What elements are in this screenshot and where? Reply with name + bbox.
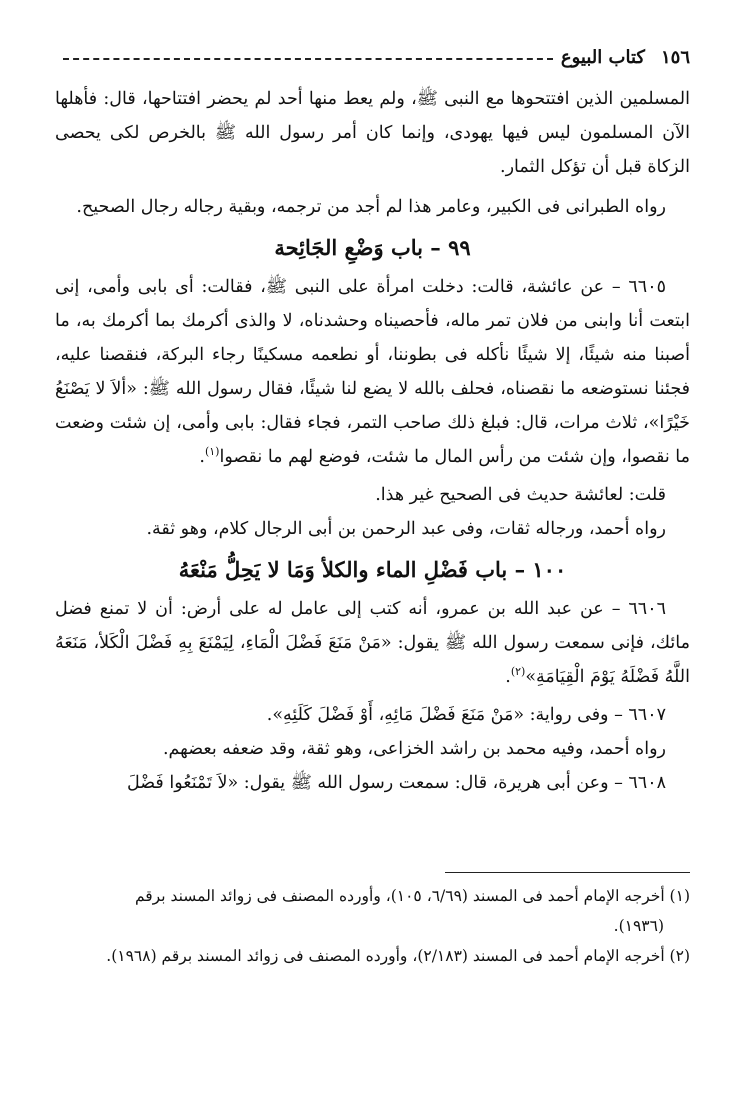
paragraph-continuation: المسلمين الذين افتتحوها مع النبى ﷺ، ولم يعط منها أحد لم يحضر افتتاحها، قال: فأهلها الآن المسلمون ليس فيها يهودى، وإنما كان أمر رسول الله ﷺ بالخرص لكى يحصى الزكاة قبل أن تؤكل الثمار.: [55, 89, 690, 177]
hadith-6606: ٦٦٠٦ – عن عبد الله بن عمرو، أنه كتب إلى عامل له على أرض: أن لا تمنع فضل مائك، فإنى سمعت رسول الله ﷺ يقول: «مَنْ مَنَعَ فَضْلَ الْمَاءِ، لِيَمْنَعَ بِهِ فَضْلَ الْكَلأ، مَنَعَهُ اللَّهُ فَضْلَهُ يَوْمَ الْقِيَامَةِ»$^{(٢)}$.: [55, 599, 690, 687]
hadith-6608: ٦٦٠٨ – وعن أبى هريرة، قال: سمعت رسول الله ﷺ يقول: «لاَ تَمْنَعُوا فَضْلَ: [127, 773, 666, 793]
hadith-6605-text: ٦٦٠٥ – عن عائشة، قالت: دخلت امرأة على النبى ﷺ، فقالت: أى بابى وأمى، إنى ابتعت أنا وابنى من فلان تمر ماله، فأحصيناه وحشدناه، لا والذى أكرمك بما أكرمك به، ما أصبنا منه شيئًا، إلا شيئًا نأكله فى بطوننا، أو نطعمه مسكينًا رجاء البركة، فنقصنا عليه، فجئنا نستوضعه ما نقصناه، فحلف بالله لا يضع لنا شيئًا، فقال رسول الله ﷺ: «ألاَ لا يَصْنَعُ خَيْرًا»، ثلاث مرات، قال: فبلغ ذلك صاحب التمر، فجاء فقال: بابى وأمى، إن شئت وضعت ما نقصوا، وإن شئت من رأس المال ما شئت، فوضع لهم ما نقصوا: [55, 277, 690, 467]
footnote-ref-1[interactable]: (١): [204, 445, 220, 459]
hadith-6607: ٦٦٠٧ – وفى رواية: «مَنْ مَنَعَ فَضْلَ مَائِهِ، أَوْ فَضْلَ كَلَئِهِ».: [266, 705, 666, 725]
book-title: كتاب البيوع: [560, 46, 645, 68]
footnote-2: (٢) أخرجه الإمام أحمد فى المسند (٢/١٨٣)، وأورده المصنف فى زوائد المسند برقم (١٩٦٨).: [106, 947, 690, 965]
footnote-ref-2[interactable]: (٢): [510, 665, 526, 679]
hadith-6605: ٦٦٠٥ – عن عائشة، قالت: دخلت امرأة على النبى ﷺ، فقالت: أى بابى وأمى، إنى ابتعت أنا وابنى من فلان تمر ماله، فأحصيناه وحشدناه، لا والذى أكرمك بما أكرمك به، ما أصبنا منه شيئًا، إلا شيئًا نأكله فى بطوننا، أو نطعمه مسكينًا رجاء البركة، فنقصنا عليه، فجئنا نستوضعه ما نقصناه، فحلف بالله لا يضع لنا شيئًا، فقال رسول الله ﷺ: «ألاَ لا يَصْنَعُ خَيْرًا»، ثلاث مرات، قال: فبلغ ذلك صاحب التمر، فجاء فقال: بابى وأمى، إن شئت وضعت ما نقصوا، وإن شئت من رأس المال ما شئت، فوضع لهم ما نقصوا$^{(١)}$.: [55, 277, 690, 467]
page-header: [55, 40, 690, 74]
footnote-1-cont: (١٩٣٦).: [613, 917, 664, 935]
footnote-1: (١) أخرجه الإمام أحمد فى المسند (٦/٦٩، ١٠٥)، وأورده المصنف فى زوائد المسند برقم: [134, 887, 690, 905]
header-divider: [63, 58, 553, 60]
section-99-title: ٩٩ – باب وَضْعِ الجَائِحة: [274, 235, 471, 260]
hadith-6606-text: ٦٦٠٦ – عن عبد الله بن عمرو، أنه كتب إلى عامل له على أرض: أن لا تمنع فضل مائك، فإنى سمعت رسول الله ﷺ يقول: «مَنْ مَنَعَ فَضْلَ الْمَاءِ، لِيَمْنَعَ بِهِ فَضْلَ الْكَلأ، مَنَعَهُ اللَّهُ فَضْلَهُ يَوْمَ الْقِيَامَةِ»: [55, 599, 690, 687]
section-100-title: ١٠٠ – باب فَضْلِ الماء والكلأ وَمَا لا يَحِلُّ مَنْعَهُ: [178, 557, 567, 582]
paragraph-narration: رواه الطبرانى فى الكبير، وعامر هذا لم أجد من ترجمه، وبقية رجاله رجال الصحيح.: [76, 197, 666, 217]
section-100-narration: رواه أحمد، وفيه محمد بن راشد الخزاعى، وهو ثقة، وقد ضعفه بعضهم.: [162, 739, 666, 759]
editor-note: قلت: لعائشة حديث فى الصحيح غير هذا.: [375, 485, 666, 505]
footnotes: [55, 881, 690, 971]
book-page: [55, 40, 690, 1075]
section-99-narration: رواه أحمد، ورجاله ثقات، وفى عبد الرحمن بن أبى الرجال كلام، وهو ثقة.: [146, 519, 666, 539]
page-number: ١٥٦: [660, 46, 690, 68]
footnote-separator: [445, 872, 690, 873]
